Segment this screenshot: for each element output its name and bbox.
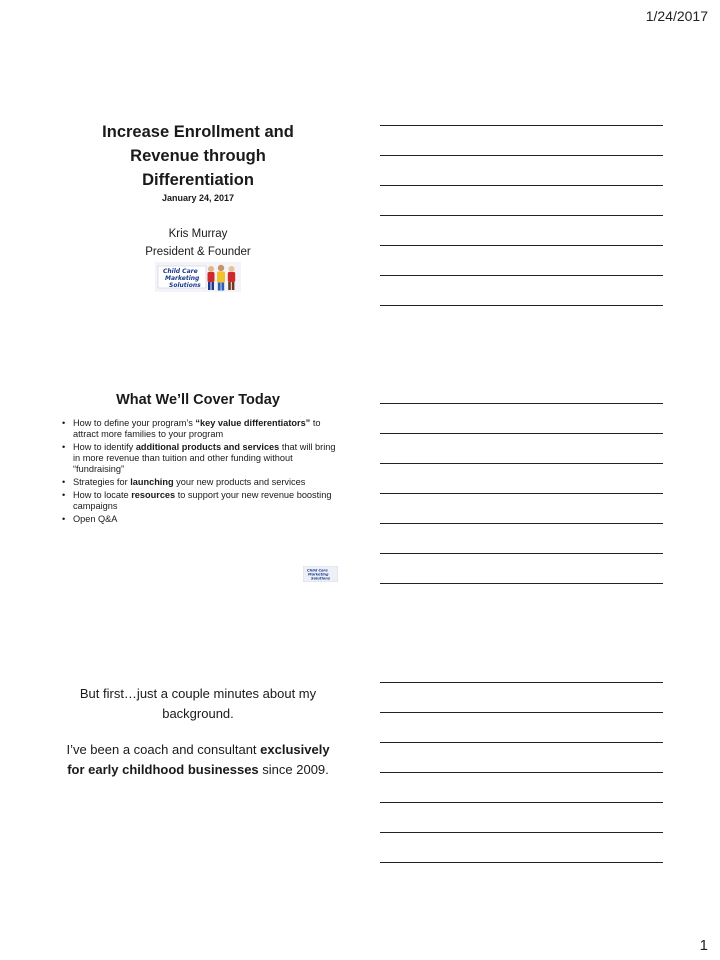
slide-1-title [60, 120, 336, 192]
title-line-2: Revenue through [130, 147, 266, 165]
note-line [380, 553, 663, 554]
agenda-item-4-bold: resources [131, 490, 176, 500]
agenda-item-1-text: How to define your program’s [73, 418, 196, 428]
logo-text-2: Marketing [165, 275, 200, 282]
agenda-item-4 [60, 490, 336, 512]
background-detail-text: I’ve been a coach and consultant [66, 742, 261, 757]
slide-2-heading: What We’ll Cover Today [116, 392, 280, 408]
agenda-item-2-text: How to identify [73, 442, 136, 452]
slide-2 [60, 392, 336, 527]
title-line-1: Increase Enrollment and [102, 123, 294, 141]
small-logo-text-3: Solutions [311, 576, 330, 581]
slide-1-date: January 24, 2017 [161, 193, 235, 203]
agenda-item-3-text: Strategies for [73, 477, 131, 487]
small-logo-text-1: Child Care [307, 568, 328, 573]
note-line [380, 125, 663, 126]
note-line [380, 155, 663, 156]
agenda-item-3-rest: your new products and services [173, 477, 306, 487]
note-line [380, 802, 663, 803]
agenda-item-5-text: Open Q&A [73, 514, 118, 524]
note-line [380, 433, 663, 434]
agenda-item-1 [60, 418, 336, 440]
agenda-item-3-bold: launching [130, 477, 174, 487]
background-intro: But first…just a couple minutes about my background. [79, 686, 317, 721]
note-line [380, 275, 663, 276]
logo-text-3: Solutions [169, 282, 201, 289]
presenter-name: Kris Murray [168, 228, 228, 240]
agenda-item-1-rest: to attract more families to your program [73, 418, 321, 439]
presenter-role: President & Founder [145, 246, 251, 258]
note-line [380, 712, 663, 713]
note-line [380, 742, 663, 743]
note-line [380, 305, 663, 306]
logo-text-1: Child Care [163, 268, 198, 275]
note-line [380, 832, 663, 833]
note-line [380, 215, 663, 216]
background-detail-rest: since 2009. [258, 762, 329, 777]
note-line [380, 772, 663, 773]
slide-1 [60, 120, 336, 261]
agenda-item-2-rest: that will bring in more revenue than tuition and other funding without “fundraising” [73, 442, 336, 474]
agenda-list [60, 418, 336, 525]
agenda-item-4-text: How to locate [73, 490, 132, 500]
company-logo-small [303, 566, 338, 582]
background-detail-bold: exclusively for early childhood businesses [67, 742, 330, 777]
note-line [380, 493, 663, 494]
agenda-item-2 [60, 442, 336, 475]
note-line [380, 245, 663, 246]
note-line [380, 523, 663, 524]
agenda-item-2-bold: additional products and services [135, 442, 280, 452]
note-line [380, 185, 663, 186]
note-line [380, 682, 663, 683]
title-line-3: Differentiation [142, 171, 254, 189]
small-logo-text-2: Marketing [308, 572, 329, 577]
agenda-item-4-rest: to support your new revenue boosting campaigns [73, 490, 332, 511]
company-logo [155, 262, 241, 292]
note-line [380, 862, 663, 863]
note-line [380, 463, 663, 464]
print-date: 1/24/2017 [645, 8, 708, 24]
agenda-item-3 [60, 477, 336, 488]
slide-3 [60, 684, 336, 780]
page-number: 1 [699, 937, 708, 954]
agenda-item-5 [60, 514, 336, 525]
presenter [60, 225, 336, 261]
agenda-item-1-bold: “key value differentiators” [195, 418, 311, 428]
note-line [380, 583, 663, 584]
note-line [380, 403, 663, 404]
background-detail [60, 740, 336, 780]
